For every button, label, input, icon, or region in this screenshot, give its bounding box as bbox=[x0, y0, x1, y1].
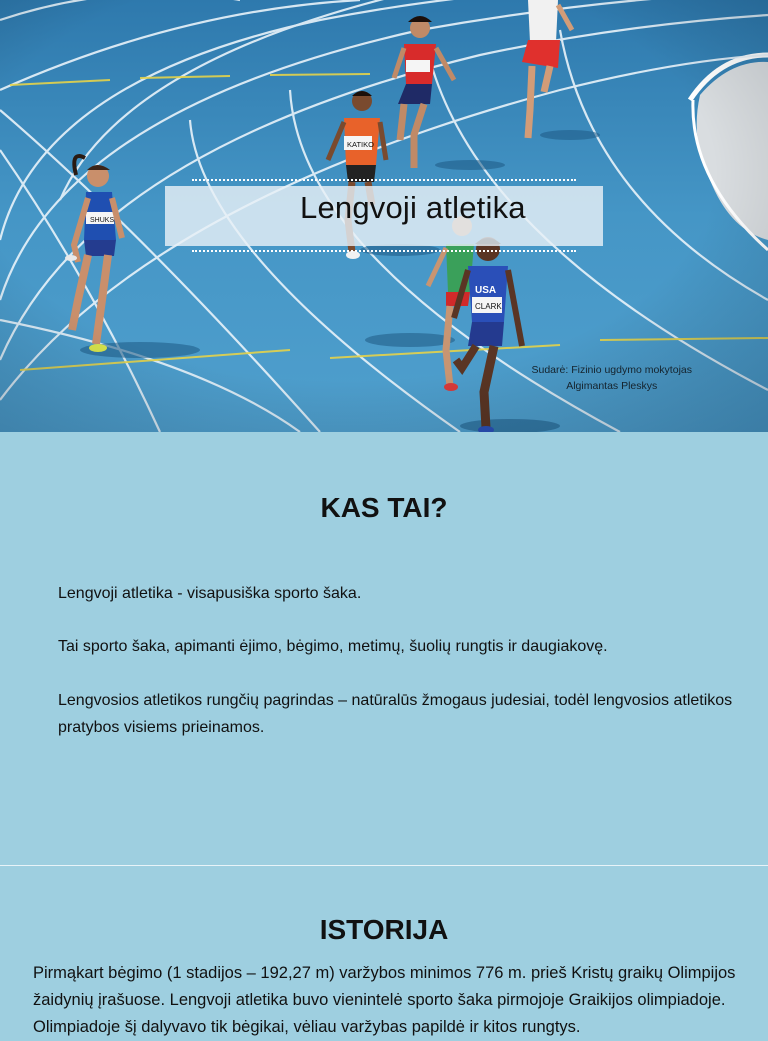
presentation-title: Lengvoji atletika bbox=[300, 190, 526, 225]
title-slide bbox=[0, 0, 768, 432]
title-rule-top bbox=[192, 179, 576, 181]
what-paragraph-3: Lengvosios atletikos rungčių pagrindas – natūralūs žmogaus judesiai, todėl lengvosios atletikos pratybos visiems prieinamos. bbox=[58, 692, 733, 736]
author-credit bbox=[532, 362, 693, 394]
credit-line-1: Sudarė: Fizinio ugdymo mokytojas bbox=[531, 364, 692, 376]
history-heading: ISTORIJA bbox=[319, 914, 449, 945]
what-paragraph-1: Lengvoji atletika - visapusiška sporto šaka. bbox=[58, 585, 362, 602]
history-slide bbox=[0, 866, 768, 1036]
what-slide bbox=[0, 432, 768, 865]
what-paragraph-2: Tai sporto šaka, apimanti ėjimo, bėgimo, metimų, šuolių rungtis ir daugiakovę. bbox=[58, 638, 608, 655]
title-rule-bottom bbox=[192, 250, 576, 252]
credit-line-2: Algimantas Pleskys bbox=[566, 380, 658, 392]
history-paragraph: Pirmąkart bėgimo (1 stadijos – 192,27 m) varžybos minimos 776 m. prieš Kristų graikų Olimpijos žaidynių įrašuose. Lengvoji atletika buvo vienintelė sporto šaka pirmojoje Graikijos olimpiadoje. Olimpiadoje šį dalyvavo tik bėgikai, vėliau varžybas papildė ir kitos rungtys. bbox=[33, 964, 736, 1036]
what-heading: KAS TAI? bbox=[320, 492, 448, 523]
